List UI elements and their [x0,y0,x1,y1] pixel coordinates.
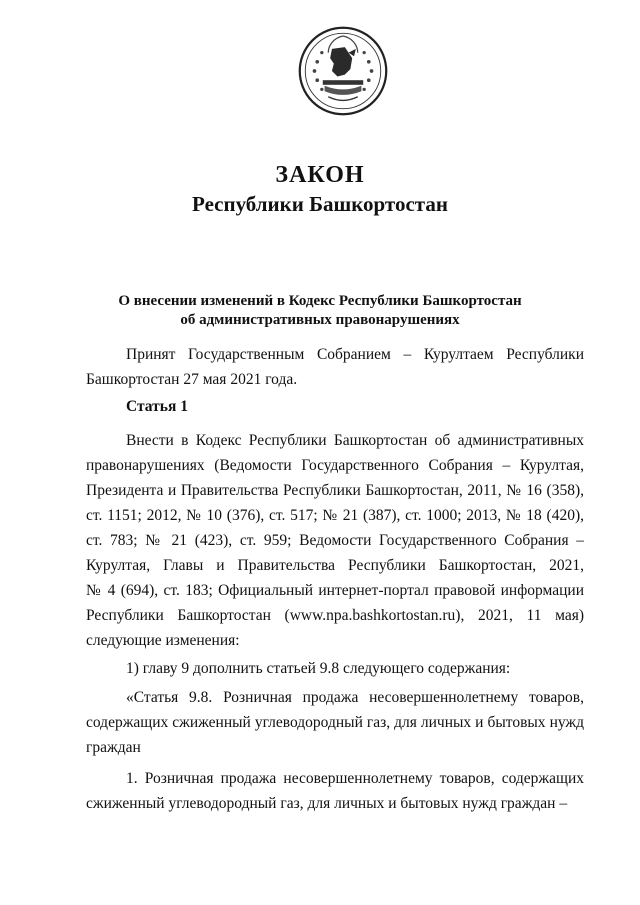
law-title-block [0,160,640,218]
adoption-line-1: Принят Государственным Собранием – Курултаем Республики [126,346,584,363]
para1-line-7: № 4 (694), ст. 183; Официальный интернет-портал правовой информации [86,582,584,599]
para1-line-1: Внести в Кодекс Республики Башкортостан об административных [126,432,584,449]
para1-line-5: ст. 783; № 21 (423), ст. 959; Ведомости Государственного Собрания – [86,532,584,549]
clause-line-2: сжиженный углеводородный газ, для личных и бытовых нужд граждан – [86,795,568,812]
adoption-line-2: Башкортостан 27 мая 2021 года. [86,371,298,388]
clause-1 [86,766,584,816]
quote-line-3: граждан [86,739,141,756]
law-subtitle: Республики Башкортостан [192,192,448,216]
adoption-note [86,342,584,392]
item-1: 1) главу 9 дополнить статьей 9.8 следующего содержания: [126,660,511,677]
subject-line-2: об административных правонарушениях [180,312,460,328]
subject-line-1: О внесении изменений в Кодекс Республики Башкортостан [118,293,522,309]
article-paragraph-1 [86,428,584,653]
quote-line-1: «Статья 9.8. Розничная продажа несовершеннолетнему товаров, [126,689,584,706]
quote-line-2: содержащих сжиженный углеводородный газ, для личных и бытовых нужд [86,714,584,731]
para1-line-6: Курултая, Главы и Правительства Республики Башкортостан, 2021, [86,557,584,574]
article-heading: Статья 1 [126,398,188,415]
para1-line-2: правонарушениях (Ведомости Государственного Собрания – Курултая, [86,457,584,474]
quoted-article-title [86,685,584,760]
law-subject [60,292,580,330]
para1-line-9: следующие изменения: [86,632,240,649]
para1-line-3: Президента и Правительства Республики Башкортостан, 2011, № 16 (358), [86,482,584,499]
para1-line-4: ст. 1151; 2012, № 10 (376), ст. 517; № 21 (387), ст. 1000; 2013, № 18 (420), [86,507,584,524]
coat-of-arms-emblem-icon [297,25,389,117]
clause-line-1: 1. Розничная продажа несовершеннолетнему товаров, содержащих [126,770,584,787]
law-title: ЗАКОН [275,162,365,188]
para1-line-8: Республики Башкортостан (www.npa.bashkortostan.ru), 2021, 11 мая) [86,607,584,624]
